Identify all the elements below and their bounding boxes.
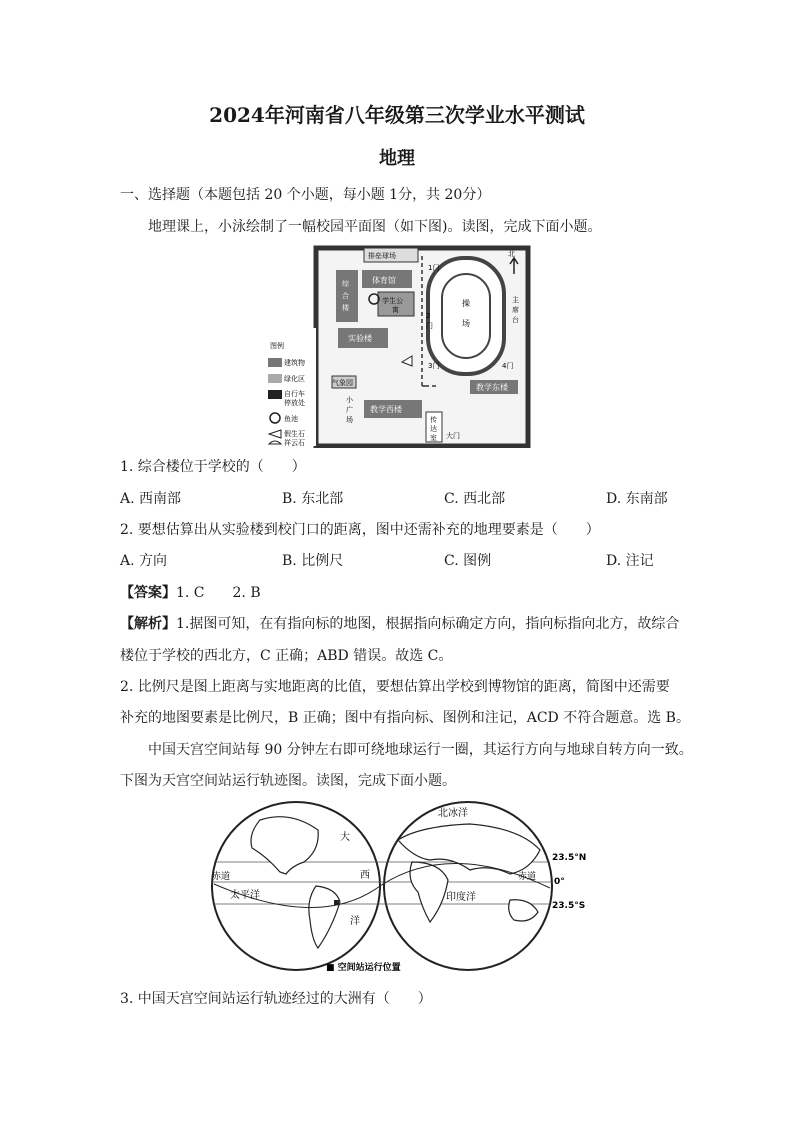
analysis-line-4: 补充的地图要素是比例尺，B 正确；图中有指向标、图例和注记，ACD 不符合题意。选 B。 xyxy=(120,710,690,726)
label-play-2: 场 xyxy=(462,319,470,328)
q2-stem: 2. 要想估算出从实验楼到校门口的距离，图中还需补充的地理要素是（ ） xyxy=(120,522,600,538)
intro-text-2a: 中国天宫空间站每 90 分钟左右即可绕地球运行一圈，其运行方向与地球自转方向一致。 xyxy=(148,742,693,758)
label-da: 大 xyxy=(340,832,350,843)
label-gate4: 4门 xyxy=(502,362,514,370)
label-lat-n: 23.5°N xyxy=(552,853,587,863)
q1-stem: 1. 综合楼位于学校的（ ） xyxy=(120,459,306,475)
label-east-building: 教学东楼 xyxy=(476,383,508,392)
label-pacific: 太平洋 xyxy=(230,890,260,901)
label-stand-1: 主 xyxy=(512,296,519,304)
label-comp-3: 楼 xyxy=(342,304,349,312)
label-north: 北 xyxy=(508,250,515,258)
label-stand-2: 席 xyxy=(512,306,519,314)
legend-title: 图例 xyxy=(270,342,284,350)
label-equator-left: 赤道 xyxy=(212,872,231,882)
q2-option-a: A. 方向 xyxy=(120,553,168,569)
section-heading: 一、选择题（本题包括 20 个小题，每小题 1分，共 20分） xyxy=(120,187,491,203)
label-arctic: 北冰洋 xyxy=(438,808,468,819)
label-indian: 印度洋 xyxy=(446,892,476,903)
analysis-line-1 xyxy=(120,615,679,633)
q1-option-a: A. 西南部 xyxy=(120,491,182,507)
playground-field xyxy=(442,274,490,358)
answer-text: 1. C 2. B xyxy=(176,585,261,601)
label-gate1: 1门 xyxy=(428,264,440,272)
analysis-text-1: 1.据图可知，在有指向标的地图，根据指向标确定方向，指向标指向北方，故综合 xyxy=(176,616,680,632)
label-gate2: 2 xyxy=(426,312,431,320)
label-stand-3: 台 xyxy=(512,316,519,324)
legend-item-pond: 鱼池 xyxy=(284,415,298,423)
page-title: 2024年河南省八年级第三次学业水平测试 xyxy=(209,103,585,127)
q2-option-c: C. 图例 xyxy=(444,553,492,569)
q1-option-d: D. 东南部 xyxy=(606,491,668,507)
legend-item-green: 绿化区 xyxy=(284,375,305,383)
label-lat-s: 23.5°S xyxy=(552,901,586,911)
label-court: 排垒球场 xyxy=(368,252,396,260)
q2-option-b: B. 比例尺 xyxy=(282,553,344,569)
q1-option-b: B. 东北部 xyxy=(282,491,344,507)
legend-bike-swatch xyxy=(268,390,282,399)
label-main-gate: 大门 xyxy=(446,432,460,440)
label-dorm-2: 寓 xyxy=(392,306,399,314)
analysis-line-2: 楼位于学校的西北方，C 正确；ABD 错误。故选 C。 xyxy=(120,648,453,664)
world-map xyxy=(200,800,600,976)
label-lat-0: 0° xyxy=(554,877,565,887)
legend-building-swatch xyxy=(268,358,282,367)
intro-text-1: 地理课上，小泳绘制了一幅校园平面图（如下图)。读图，完成下面小题。 xyxy=(148,219,602,235)
campus-map xyxy=(262,244,532,448)
label-gatehouse-1: 传 xyxy=(430,416,437,424)
legend-green-swatch xyxy=(268,374,282,383)
answer-label: 【答案】 xyxy=(120,585,176,601)
label-gate2b: 门 xyxy=(426,322,433,330)
label-gym: 体育馆 xyxy=(372,276,396,285)
legend-item-bike-1: 自行车 xyxy=(284,390,305,398)
label-weather: 气象园 xyxy=(332,379,353,387)
legend-item-bike-2: 停放处 xyxy=(284,399,305,407)
label-comp-1: 综 xyxy=(342,280,349,288)
subject-title: 地理 xyxy=(379,148,415,169)
legend-item-rock: 假生石 xyxy=(284,430,305,438)
label-xi: 西 xyxy=(360,870,370,881)
legend-item-building: 建筑物 xyxy=(284,359,305,367)
answer-line xyxy=(120,584,261,602)
label-gate3: 3门 xyxy=(428,362,440,370)
intro-text-2b: 下图为天宫空间站运行轨迹图。读图，完成下面小题。 xyxy=(120,773,456,789)
q2-option-d: D. 注记 xyxy=(606,553,654,569)
label-gatehouse-2: 达 xyxy=(430,425,437,433)
label-square-2: 广 xyxy=(346,406,353,414)
label-west-building: 教学西楼 xyxy=(370,405,402,414)
label-equator-right: 赤道 xyxy=(518,872,537,882)
label-comp-2: 合 xyxy=(342,292,349,300)
map-legend: ■ 空间站运行位置 xyxy=(326,963,401,973)
label-square-3: 场 xyxy=(346,416,353,424)
label-play-1: 操 xyxy=(462,299,470,308)
label-lab: 实验楼 xyxy=(348,334,372,343)
label-square-1: 小 xyxy=(346,396,353,404)
q3-stem: 3. 中国天宫空间站运行轨迹经过的大洲有（ ） xyxy=(120,991,432,1007)
label-gatehouse-3: 室 xyxy=(430,434,437,442)
analysis-label: 【解析】 xyxy=(120,616,176,632)
label-dorm-1: 学生公 xyxy=(382,297,403,305)
legend-item-cloud: 祥云石 xyxy=(284,439,305,447)
analysis-line-3: 2. 比例尺是图上距离与实地距离的比值，要想估算出学校到博物馆的距离，简图中还需要 xyxy=(120,679,670,695)
label-yang: 洋 xyxy=(350,916,360,927)
q1-option-c: C. 西北部 xyxy=(444,491,506,507)
station-marker xyxy=(334,900,339,905)
